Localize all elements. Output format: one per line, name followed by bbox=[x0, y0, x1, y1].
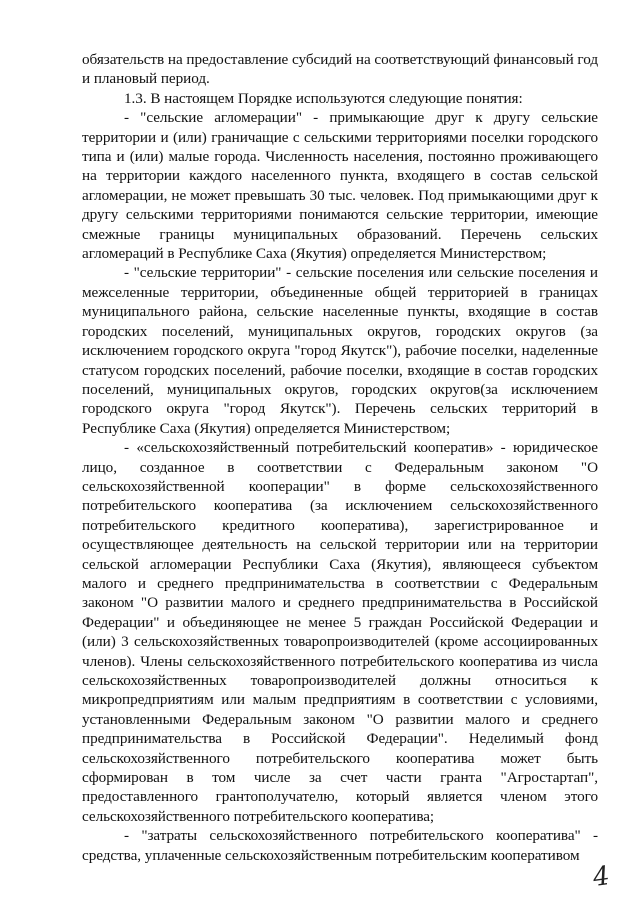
paragraph-rural-territories: - "сельские территории" - сельские поселения или сельские поселения и межселенные территории, объединенные общей территорией в границах муниципального района, сельские населенные пункты, входящие в состав городских поселений, муниципальных округов, городских округов (за исключением городского округа "город Якутск"), рабочие поселки, наделенные статусом городских поселений, рабочие поселки, входящие в состав городских поселений, муниципальных округов, городских округов(за исключением городского округа "город Якутск"). Перечень сельских территорий в Республике Саха (Якутия) определяется Министерством; bbox=[82, 264, 598, 437]
paragraph-cooperative-expenses: - "затраты сельскохозяйственного потребительского кооператива" - средства, уплаченные сельскохозяйственным потребительским кооперативом bbox=[82, 827, 598, 864]
page-number: 4 bbox=[591, 860, 613, 894]
paragraph-consumer-cooperative: - «сельскохозяйственный потребительский кооператив» - юридическое лицо, созданное в соответствии с Федеральным законом "О сельскохозяйственной кооперации" в форме сельскохозяйственного потребительского кооператива (за исключением сельскохозяйственного потребительского кредитного кооператива), зарегистрированное и осуществляющее деятельность на сельской территории или на территории сельской агломерации Республики Саха (Якутия), являющееся субъектом малого и среднего предпринимательства в соответствии с Федеральным законом "О развитии малого и среднего предпринимательства в Российской Федерации" и объединяющее не менее 5 граждан Российской Федерации и (или) 3 сельскохозяйственных товаропроизводителей (кроме ассоциированных членов). Члены сельскохозяйственного потребительского кооператива из числа сельскохозяйственных товаропроизводителей должны относиться к микропредприятиям или малым предприятиям в соответствии с условиями, установленными Федеральным законом "О развитии малого и среднего предпринимательства в Российской Федерации". Неделимый фонд сельскохозяйственного потребительского кооператива может быть сформирован в том числе за счет части гранта "Агростартап", предоставленного грантополучателю, который является членом этого сельскохозяйственного потребительского кооператива; bbox=[82, 439, 598, 825]
paragraph-definitions-heading: 1.3. В настоящем Порядке используются следующие понятия: bbox=[124, 89, 523, 107]
paragraph-rural-agglomerations: - "сельские агломерации" - примыкающие друг к другу сельские территории и (или) граничащие с сельскими территориями поселки городского типа и (или) малые города. Численность населения, постоянно проживающего на территории каждого населенного пункта, входящего в состав сельской агломерации, не может превышать 30 тыс. человек. Под примыкающими друг к другу сельскими территориями понимаются сельские территории, имеющие смежные границы муниципальных образований. Перечень сельских агломераций в Республике Саха (Якутия) определяется Министерством; bbox=[82, 109, 598, 263]
paragraph-intro-continuation: обязательств на предоставление субсидий на соответствующий финансовый год и плановый период. bbox=[82, 51, 598, 88]
document-page bbox=[82, 50, 598, 865]
